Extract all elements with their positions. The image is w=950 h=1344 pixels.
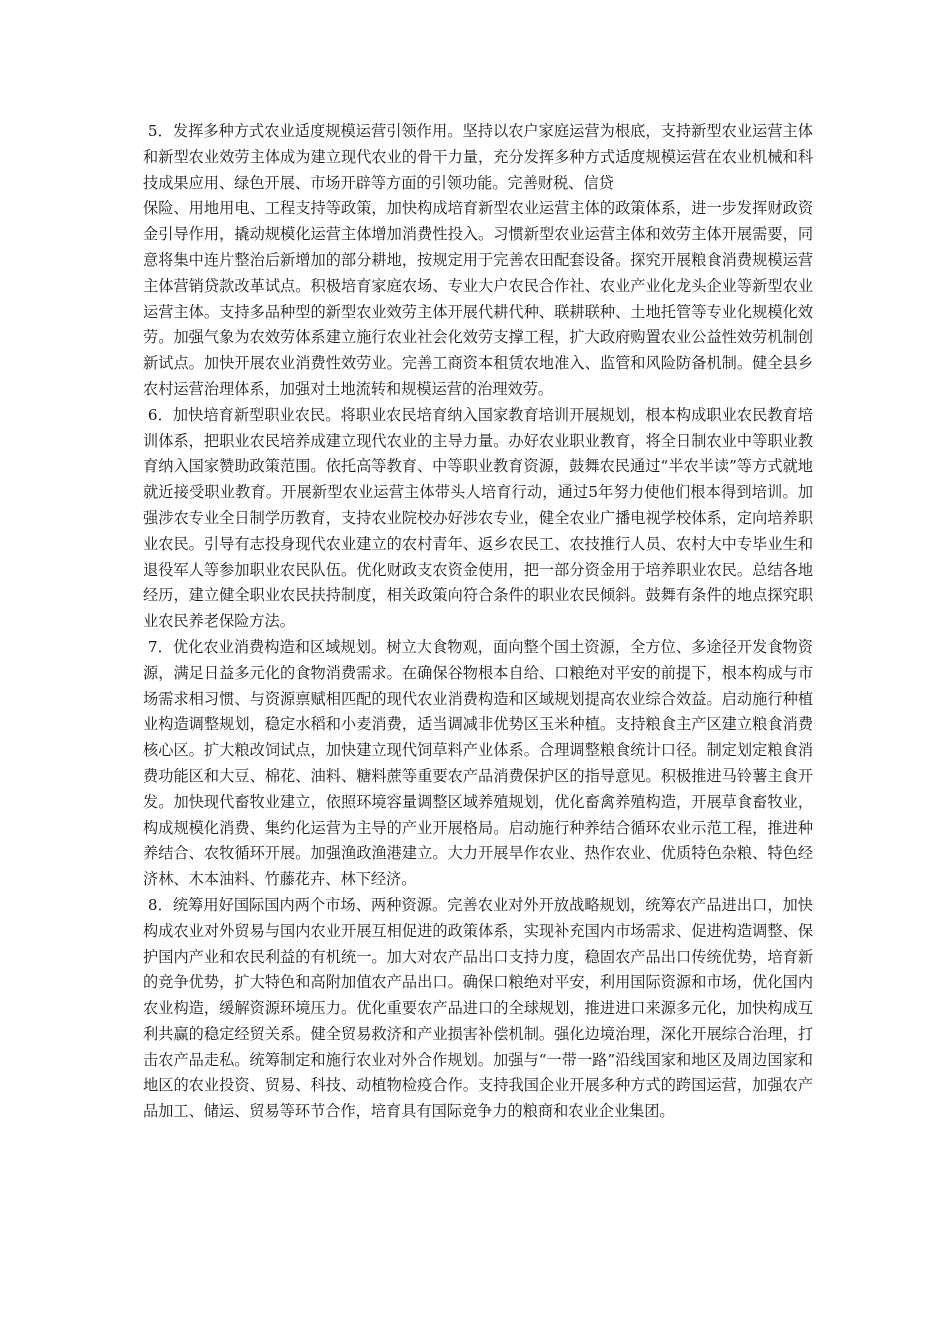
paragraph-5: 5．发挥多种方式农业适度规模运营引领作用。坚持以农户家庭运营为根底，支持新型农业运营主体和新型农业效劳主体成为建立现代农业的骨干力量，充分发挥多种方式适度规模运营在农业机械和科技成果应用、绿色开展、市场开辟等方面的引领功能。完善财税、信贷 保险、用地用电、工程支持等政策，加快构成培育新型农业运营主体的政策体系，进一步发挥财政资金引导作用，撬动规模化运营主体增加消费性投入。习惯新型农业运营主体和效劳主体开展需要，同意将集中连片整治后新增加的部分耕地，按规定用于完善农田配套设备。探究开展粮食消费规模运营主体营销贷款改革试点。积极培育家庭农场、专业大户农民合作社、农业产业化龙头企业等新型农业运营主体。支持多品种型的新型农业效劳主体开展代耕代种、联耕联种、土地托管等专业化规模化效劳。加强气象为农效劳体系建立施行农业社会化效劳支撑工程，扩大政府购置农业公益性效劳机制创新试点。加快开展农业消费性效劳业。完善工商资本租赁农地准入、监管和风险防备机制。健全县乡农村运营治理体系，加强对土地流转和规模运营的治理效劳。 (143, 122, 813, 398)
paragraph-8: 8．统筹用好国际国内两个市场、两种资源。完善农业对外开放战略规划，统筹农产品进出口，加快构成农业对外贸易与国内农业开展互相促进的政策体系，实现补充国内市场需求、促进构造调整、保护国内产业和农民利益的有机统一。加大对农产品出口支持力度，稳固农产品出口传统优势，培育新的竞争优势，扩大特色和高附加值农产品出口。确保口粮绝对平安，利用国际资源和市场，优化国内农业构造，缓解资源环境压力。优化重要农产品进口的全球规划，推进进口来源多元化，加快构成互利共赢的稳定经贸关系。健全贸易救济和产业损害补偿机制。强化边境治理，深化开展综合治理，打击农产品走私。统筹制定和施行农业对外合作规划。加强与“一带一路”沿线国家和地区及周边国家和地区的农业投资、贸易、科技、动植物检疫合作。支持我国企业开展多种方式的跨国运营，加强农产品加工、储运、贸易等环节合作，培育具有国际竞争力的粮商和农业企业集团。 (143, 895, 813, 1121)
paragraph-6: 6．加快培育新型职业农民。将职业农民培育纳入国家教育培训开展规划，根本构成职业农民教育培训体系，把职业农民培养成建立现代农业的主导力量。办好农业职业教育，将全日制农业中等职业教育纳入国家赞助政策范围。依托高等教育、中等职业教育资源，鼓舞农民通过“半农半读”等方式就地就近接受职业教育。开展新型农业运营主体带头人培育行动，通过5年努力使他们根本得到培训。加强涉农专业全日制学历教育，支持农业院校办好涉农专业，健全农业广播电视学校体系，定向培养职业农民。引导有志投身现代农业建立的农村青年、返乡农民工、农技推行人员、农村大中专毕业生和退役军人等参加职业农民队伍。优化财政支农资金使用，把一部分资金用于培养职业农民。总结各地经历，建立健全职业农民扶持制度，相关政策向符合条件的职业农民倾斜。鼓舞有条件的地点探究职业农民养老保险方法。 (143, 405, 813, 631)
document-page (143, 119, 813, 1125)
paragraph-7: 7．优化农业消费构造和区域规划。树立大食物观，面向整个国土资源，全方位、多途径开发食物资源，满足日益多元化的食物消费需求。在确保谷物根本自给、口粮绝对平安的前提下，根本构成与市场需求相习惯、与资源禀赋相匹配的现代农业消费构造和区域规划提高农业综合效益。启动施行种植业构造调整规划，稳定水稻和小麦消费，适当调减非优势区玉米种植。支持粮食主产区建立粮食消费核心区。扩大粮改饲试点，加快建立现代饲草料产业体系。合理调整粮食统计口径。制定划定粮食消费功能区和大豆、棉花、油料、糖料蔗等重要农产品消费保护区的指导意见。积极推进马铃薯主食开发。加快现代畜牧业建立，依照环境容量调整区域养殖规划，优化畜禽养殖构造，开展草食畜牧业，构成规模化消费、集约化运营为主导的产业开展格局。启动施行种养结合循环农业示范工程，推进种养结合、农牧循环开展。加强渔政渔港建立。大力开展旱作农业、热作农业、优质特色杂粮、特色经济林、木本油料、竹藤花卉、林下经济。 (143, 637, 813, 889)
